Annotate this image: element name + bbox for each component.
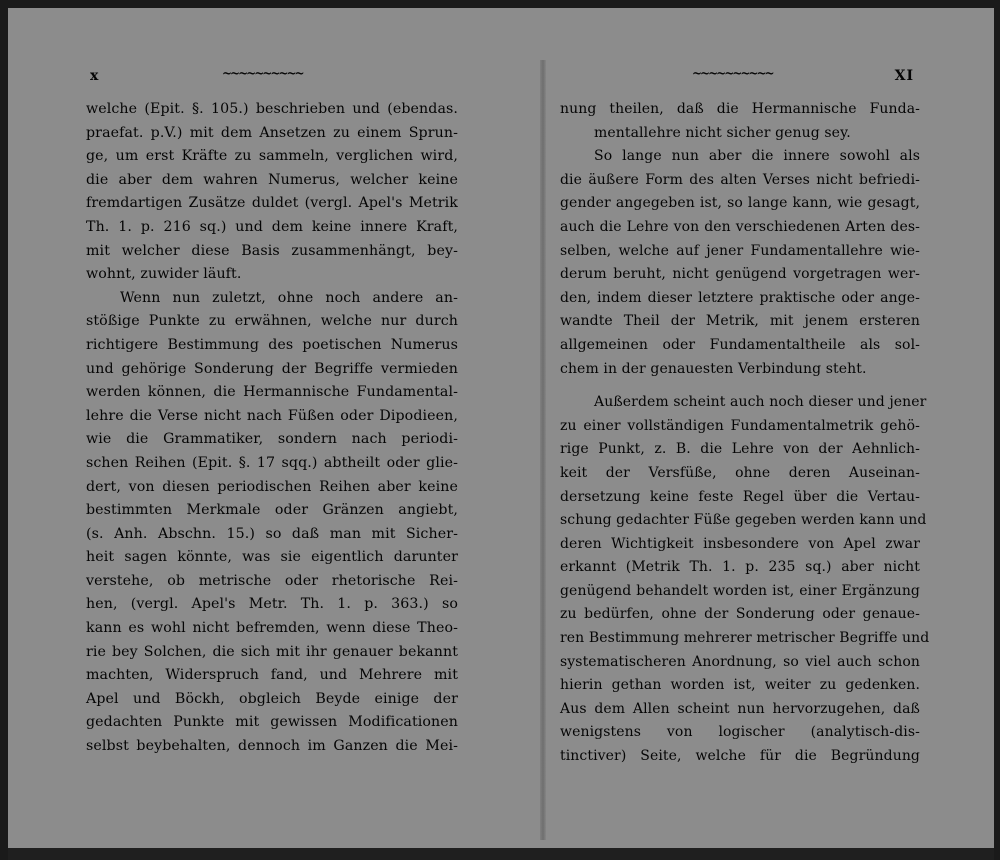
text-line: fremdartigen Zusätze duldet (vergl. Apel's Metrik [86,195,458,212]
text-line: gedachten Punkte mit gewissen Modificationen [86,714,458,731]
text-line: erkannt (Metrik Th. 1. p. 235 sq.) aber nicht [560,559,920,576]
text-line: auch die Lehre von den verschiedenen Arten des- [560,218,920,235]
text-line: keit der Versfüße, ohne deren Auseinan- [560,464,920,481]
text-line: deren Wichtigkeit insbesondere von Apel zwar [560,535,920,552]
text-line: derum beruht, nicht genügend vorgetragen wer- [560,266,920,283]
text-line: Aus dem Allen scheint nun hervorzugehen, daß [560,700,920,717]
text-line: systematischeren Anordnung, so viel auch schon [560,653,920,670]
right-page-number: XI [894,68,914,84]
text-line: nung theilen, daß die Hermannische Funda- [560,101,920,117]
text-line: wohnt, zuwider läuft. [86,266,242,283]
text-line: kann es wohl nicht befremden, wenn diese Theo- [86,620,458,637]
text-line: selben, welche auf jener Fundamentallehre wie- [560,242,920,259]
left-page-number: x [90,68,100,84]
text-line: ren Bestimmung mehrerer metrischer Begriffe und [560,630,930,647]
text-line: machten, Widerspruch fand, und Mehrere mit [86,667,458,684]
text-line: dersetzung keine feste Regel über die Vertau- [560,488,920,505]
text-line: richtigere Bestimmung des poetischen Numerus [86,336,458,353]
left-page-body [86,98,458,759]
text-line: wie die Grammatiker, sondern nach periodi- [86,431,458,448]
text-line: bestimmten Merkmale oder Gränzen angiebt, [86,502,458,519]
left-page [86,62,458,759]
text-line: werden können, die Hermannische Fundamental- [86,384,458,401]
text-line: verstehe, ob metrische oder rhetorische Rei- [86,572,458,589]
paragraph-first-line: So lange nun aber die innere sowohl als [594,148,920,165]
book-gutter [540,60,546,840]
text-line: rige Punkt, z. B. die Lehre von der Aehnlich- [560,441,920,458]
text-line: stößige Punkte zu erwähnen, welche nur durch [86,313,458,330]
text-line: die äußere Form des alten Verses nicht befriedi- [560,171,920,188]
right-page-header [560,62,920,98]
scan-edge-top [0,0,1000,8]
text-line: Th. 1. p. 216 sq.) und dem keine innere Kraft, [86,218,458,235]
text-line: Apel und Böckh, obgleich Beyde einige der [86,690,458,707]
scan-edge-right [994,0,1000,860]
text-line: mit welcher diese Basis zusammenhängt, bey- [86,242,458,259]
text-line: ge, um erst Kräfte zu sammeln, verglichen wird, [86,148,458,165]
text-line: hen, (vergl. Apel's Metr. Th. 1. p. 363.) so [86,596,458,613]
text-line: allgemeinen oder Fundamentaltheile als sol- [560,336,920,353]
text-line: praefat. p.V.) mit dem Ansetzen zu einem Sprun- [86,124,458,141]
text-line: gender angegeben ist, so lange kann, wie gesagt, [560,195,920,212]
text-line: heit sagen könnte, was sie eigentlich darunter [86,549,458,566]
text-line: den, indem dieser letztere praktische oder ange- [560,289,920,306]
left-page-header [86,62,458,98]
text-line: zu bedürfen, ohne der Sonderung oder genaue- [560,606,920,623]
text-line: chem in der genauesten Verbindung steht. [560,360,867,377]
text-line: die aber dem wahren Numerus, welcher keine [86,171,458,188]
text-line: welche (Epit. §. 105.) beschrieben und (ebendas. [86,101,458,117]
text-line: genügend behandelt worden ist, einer Ergänzung [560,582,920,599]
text-line: hierin gethan worden ist, weiter zu gedenken. [560,677,920,694]
text-line: lehre die Verse nicht nach Füßen oder Dipodieen, [86,407,458,424]
text-line: (s. Anh. Abschn. 15.) so daß man mit Sicher- [86,525,458,542]
text-line: dert, von diesen periodischen Reihen aber keine [86,478,458,495]
paragraph-first-line: Außerdem scheint auch noch dieser und jener [594,394,927,411]
left-header-ornament: ~~~~~~~~~~ [222,66,303,80]
paragraph-first-line: Wenn nun zuletzt, ohne noch andere an- [120,289,458,306]
scan-edge-left [0,0,8,860]
text-line: tinctiver) Seite, welche für die Begründung [560,748,920,765]
text-line: wenigstens von logischer (analytisch-dis- [560,724,920,741]
right-header-ornament: ~~~~~~~~~~ [692,66,773,80]
text-line: schen Reihen (Epit. §. 17 sqq.) abtheilt oder glie- [86,454,458,471]
text-line: zu einer vollständigen Fundamentalmetrik gehö- [560,417,920,434]
text-line: selbst beybehalten, dennoch im Ganzen die Mei- [86,738,458,755]
text-line: schung gedachter Füße gegeben werden kann und [560,512,927,529]
text-line: rie bey Solchen, die sich mit ihr genauer bekannt [86,643,458,660]
right-page [560,62,930,769]
text-line: mentallehre nicht sicher genug sey. [594,124,851,141]
text-line: wandte Theil der Metrik, mit jenem ersteren [560,313,920,330]
right-page-body [560,98,930,769]
text-line: und gehörige Sonderung der Begriffe vermieden [86,360,458,377]
scan-edge-bottom [0,848,1000,860]
